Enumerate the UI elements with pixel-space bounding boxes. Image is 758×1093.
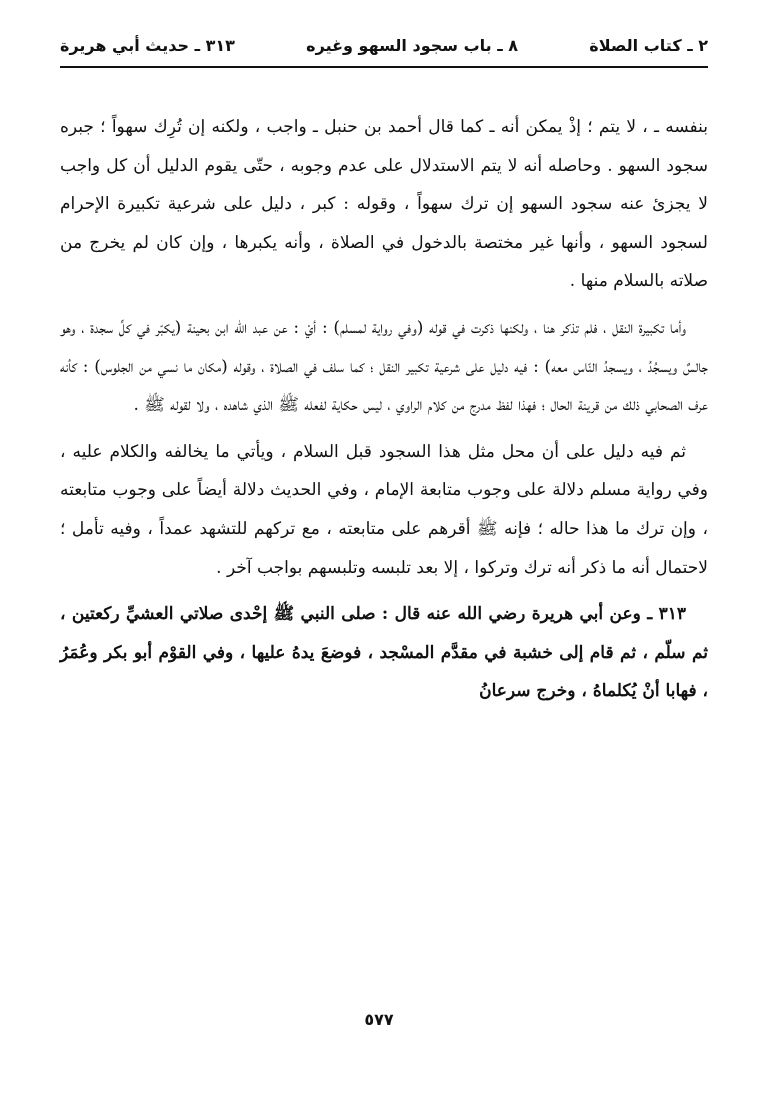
paragraph-commentary-1: بنفسه ـ ، لا يتم ؛ إذْ يمكن أنه ـ كما قال أحمد بن حنبل ـ واجب ، ولكنه إن تُرِك سهواً ؛ جبره سجود السهو . وحاصله أنه لا يتم الاستدلال على عدم وجوبه ، حتّى يقوم الدليل أن كل واجب لا يجزئ عنه سجود السهو إن ترك سهواً ، وقوله : كبر ، دليل على شرعية تكبيرة الإحرام لسجود السهو ، وأنها غير مختصة بالدخول في الصلاة ، وأنه يكبرها ، وإن كان لم يخرج من صلاته بالسلام منها . <box>60 117 708 292</box>
paragraph-hadith-313: ٣١٣ ـ وعن أبي هريرة رضي الله عنه قال : صلى النبي ﷺ إحْدى صلاتي العشيِّ ركعتين ، ثم سلّم ، ثم قام إلى خشبة في مقدَّم المسْجد ، فوضعَ يدهُ عليها ، وفي القوْم أبو بكر وعُمَرُ ، فهابا أنْ يُكلماهُ ، وخرج سرعانُ <box>60 604 708 702</box>
running-header <box>60 28 708 62</box>
paragraph-commentary-2: وأما تكبيرة النقل ، فلم تذكر هنا ، ولكنها ذكرت في قوله (وفي رواية لمسلم) : أيْ : عن عبد الله ابن بحينة (يكبّر في كلِّ سجدة ، وهو جالسٌ ويسجُدُ ، ويسجدُ النّاس معه) : فيه دليل على شرعية تكبير النقل ؛ كما سلف في الصلاة ، وقوله (مكان ما نسي من الجلوس) : كأنه عرف الصحابي ذلك من قرينة الحال ؛ فهذا لفظ مدرج من كلام الراوي ، ليس حكاية لفعله ﷺ الذي شاهده ، ولا لقوله ﷺ . <box>60 317 708 416</box>
header-divider <box>60 66 708 68</box>
header-book-title: ٢ ـ كتاب الصلاة <box>589 35 708 55</box>
main-text <box>60 108 708 711</box>
page-number: ٥٧٧ <box>364 1010 394 1029</box>
paragraph-commentary-3: ثم فيه دليل على أن محل مثل هذا السجود قبل السلام ، ويأتي ما يخالفه والكلام عليه ، وفي رواية مسلم دلالة على وجوب متابعة الإمام ، وفي الحديث دلالة أيضاً على وجوب متابعته ، وإن ترك ما هذا حاله ؛ فإنه ﷺ أقرهم على متابعته ، مع تركهم للتشهد عمداً ، وفيه تأمل ؛ لاحتمال أنه ما ذكر أنه ترك وتركوا ، إلا بعد تلبسه وتلبسهم بواجب آخر . <box>60 441 708 578</box>
header-hadith-title: ٣١٣ ـ حديث أبي هريرة <box>60 35 235 55</box>
header-chapter-title: ٨ ـ باب سجود السهو وغيره <box>306 35 519 55</box>
